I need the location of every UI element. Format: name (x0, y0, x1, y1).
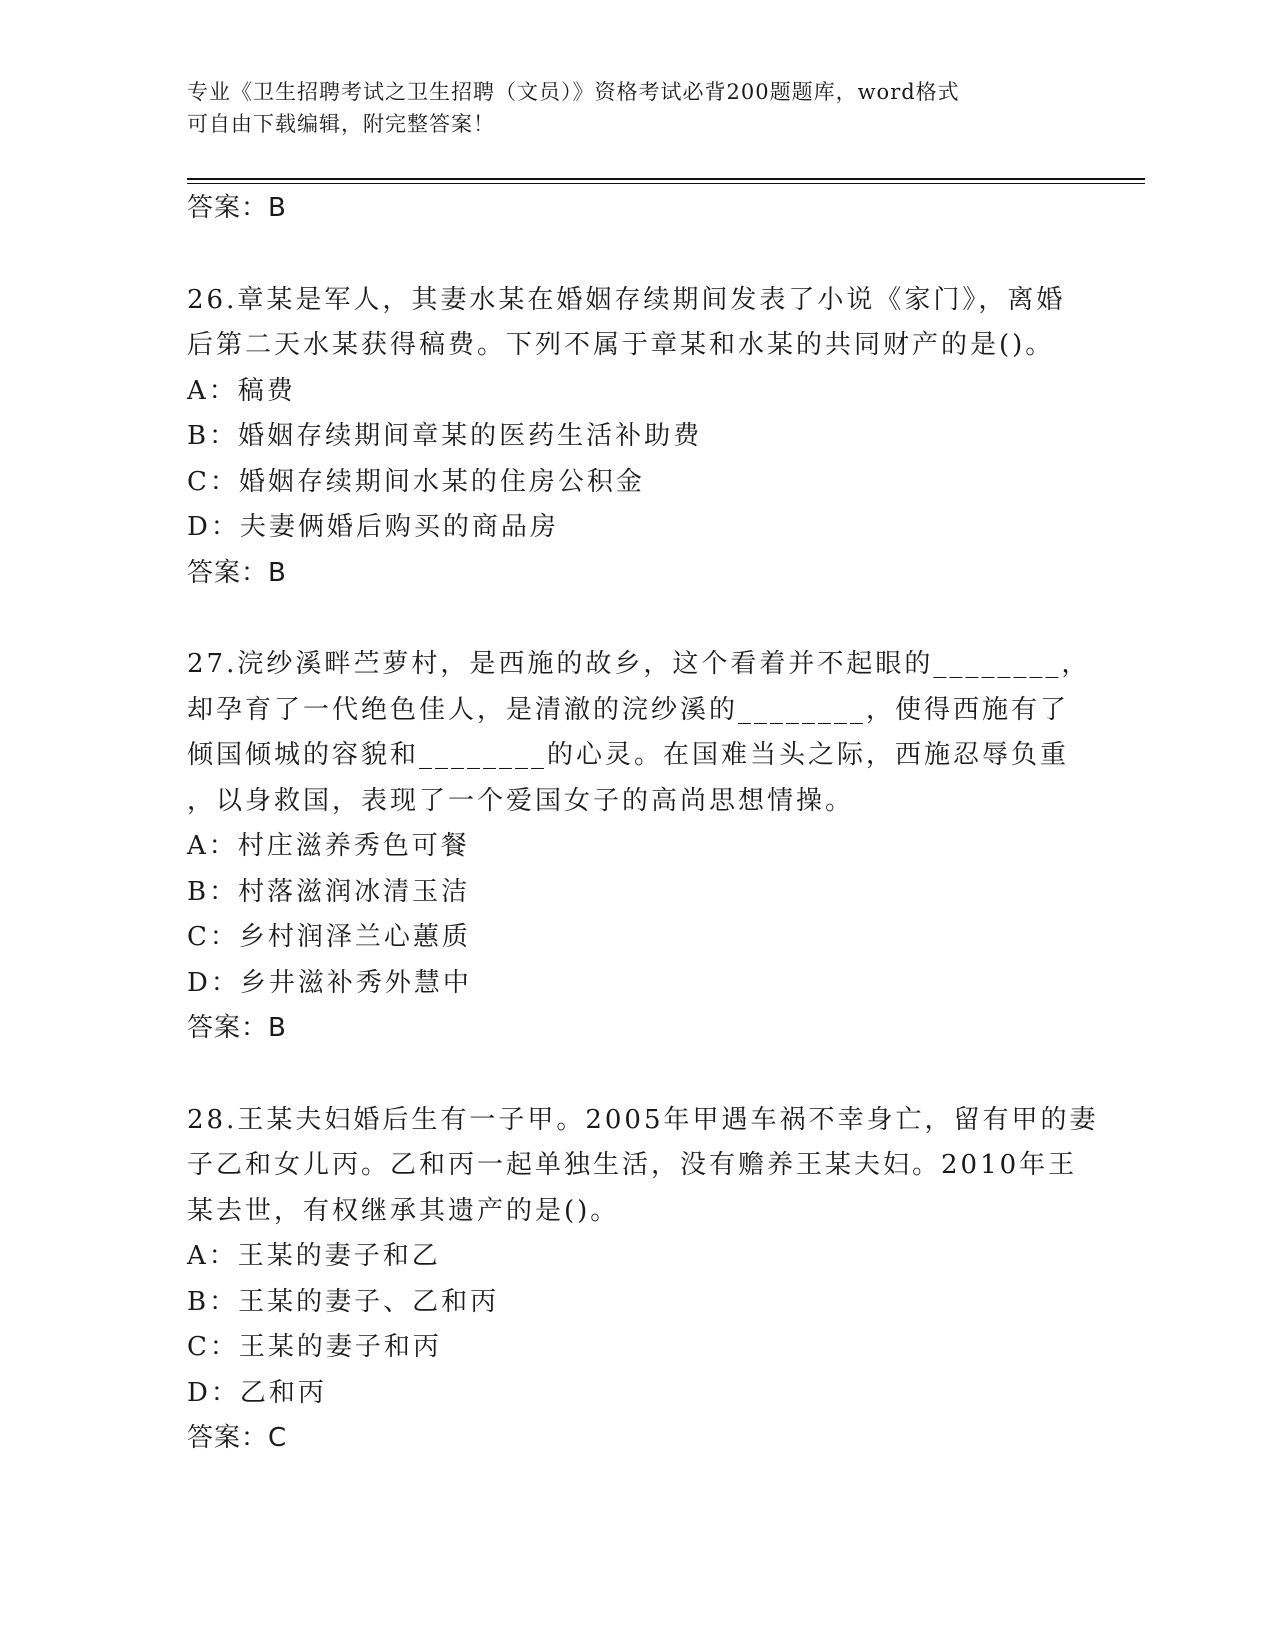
option-a: A：稿费 (187, 375, 296, 406)
option-d: D：夫妻俩婚后购买的商品房 (187, 512, 559, 542)
header-line-1: 专业《卫生招聘考试之卫生招聘（文员）》资格考试必背200题题库，word格式 (187, 80, 960, 104)
question-26 (187, 278, 1087, 597)
question-text-line: ，以身救国，表现了一个爱国女子的高尚思想情操。 (187, 785, 855, 816)
question-text-line: 28.王某夫妇婚后生有一子甲。2005年甲遇车祸不幸身亡，留有甲的妻 (187, 1104, 1099, 1135)
header-line-2: 可自由下载编辑，附完整答案！ (187, 112, 495, 136)
document-header (187, 76, 1087, 140)
question-text-line: 27.浣纱溪畔苎萝村，是西施的故乡，这个看着并不起眼的________， (187, 649, 1091, 679)
header-rule-thin (187, 183, 1145, 184)
option-c: C：乡村润泽兰心蕙质 (187, 922, 471, 952)
question-28 (187, 1098, 1099, 1462)
question-text-line: 26.章某是军人，其妻水某在婚姻存续期间发表了小说《家门》，离婚 (187, 284, 1066, 315)
answer: 答案：C (187, 1423, 288, 1453)
answer: 答案：B (187, 1013, 287, 1043)
question-text-line: 倾国倾城的容貌和________的心灵。在国难当头之际，西施忍辱负重 (187, 740, 1070, 770)
header-rule-thick (187, 178, 1145, 180)
option-d: D：乡井滋补秀外慧中 (187, 967, 472, 998)
question-text-line: 却孕育了一代绝色佳人，是清澈的浣纱溪的________，使得西施有了 (187, 694, 1070, 725)
previous-answer: 答案：B (187, 193, 287, 223)
answer: 答案：B (187, 557, 287, 588)
option-b: B：王某的妻子、乙和丙 (187, 1286, 500, 1317)
spacer (187, 232, 1087, 278)
question-text-line: 后第二天水某获得稿费。下列不属于章某和水某的共同财产的是()。 (187, 330, 1055, 360)
spacer (187, 596, 1087, 642)
option-b: B：村落滋润冰清玉洁 (187, 876, 471, 907)
option-a: A：王某的妻子和乙 (187, 1241, 441, 1271)
option-d: D：乙和丙 (187, 1377, 327, 1408)
option-c: C：婚姻存续期间水某的住房公积金 (187, 466, 645, 497)
spacer (187, 1052, 1087, 1098)
question-text-line: 某去世，有权继承其遗产的是()。 (187, 1195, 620, 1226)
option-c: C：王某的妻子和丙 (187, 1332, 442, 1362)
question-27 (187, 642, 1091, 1052)
option-b: B：婚姻存续期间章某的医药生活补助费 (187, 421, 703, 451)
question-text-line: 子乙和女儿丙。乙和丙一起单独生活，没有赡养王某夫妇。2010年王 (187, 1150, 1078, 1180)
document-body (187, 186, 1099, 1462)
option-a: A：村庄滋养秀色可餐 (187, 831, 470, 861)
